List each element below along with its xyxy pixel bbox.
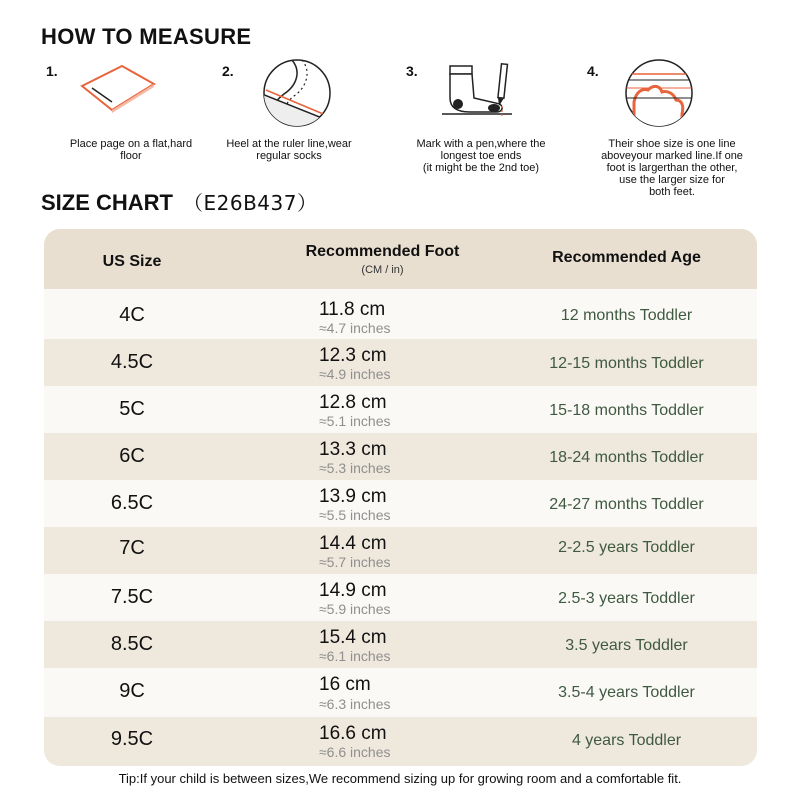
us-size-cell: 4C — [119, 304, 145, 326]
foot-inch-cell: ≈6.6 inches — [319, 744, 391, 760]
heel-on-ruler-icon — [262, 58, 332, 128]
foot-cm-cell: 14.9 cm — [319, 580, 387, 601]
table-row — [44, 621, 757, 668]
toe-over-lines-icon — [624, 58, 694, 128]
foot-cm-cell: 16 cm — [319, 674, 371, 695]
step-number: 2. — [222, 63, 234, 79]
foot-inch-cell: ≈4.7 inches — [319, 320, 391, 336]
us-size-cell: 6C — [119, 445, 145, 467]
step-number: 3. — [406, 63, 418, 79]
foot-cm-cell: 12.3 cm — [319, 345, 387, 366]
step-number: 1. — [46, 63, 58, 79]
table-row — [44, 668, 757, 717]
table-row — [44, 339, 757, 386]
foot-cm-cell: 13.9 cm — [319, 486, 387, 507]
age-cell: 15-18 months Toddler — [549, 402, 704, 419]
foot-inch-cell: ≈5.5 inches — [319, 507, 391, 523]
foot-cm-cell: 12.8 cm — [319, 392, 387, 413]
header-foot-unit: (CM / in) — [361, 264, 404, 276]
age-cell: 12-15 months Toddler — [549, 355, 704, 372]
foot-inch-cell: ≈5.9 inches — [319, 601, 391, 617]
foot-inch-cell: ≈4.9 inches — [319, 366, 391, 382]
us-size-cell: 7.5C — [110, 586, 154, 608]
table-row — [44, 527, 757, 574]
us-size-cell: 5C — [119, 398, 145, 420]
paper-sheet-icon — [78, 62, 158, 120]
us-size-cell: 8.5C — [110, 633, 154, 655]
step-instruction: Mark with a pen,where the longest toe ends (it might be the 2nd toe) — [416, 138, 546, 174]
how-to-measure-title: HOW TO MEASURE — [41, 24, 252, 49]
age-cell: 3.5 years Toddler — [565, 637, 688, 654]
table-header — [44, 229, 757, 289]
foot-inch-cell: ≈6.3 inches — [319, 696, 391, 712]
step-instruction: Heel at the ruler line,wear regular socks — [226, 138, 352, 162]
size-chart-heading: SIZE CHART — [41, 190, 173, 215]
table-row — [44, 289, 757, 339]
foot-inch-cell: ≈5.7 inches — [319, 554, 391, 570]
header-recommended-age: Recommended Age — [552, 249, 701, 266]
us-size-cell: 9C — [119, 680, 145, 702]
step-number: 4. — [587, 63, 599, 79]
foot-cm-cell: 11.8 cm — [319, 299, 386, 320]
age-cell: 18-24 months Toddler — [549, 449, 704, 466]
size-table — [44, 229, 757, 766]
age-cell: 3.5-4 years Toddler — [558, 684, 695, 701]
header-foot-label: Recommended Foot — [305, 243, 460, 260]
age-cell: 2.5-3 years Toddler — [558, 590, 695, 607]
us-size-cell: 7C — [119, 537, 145, 559]
table-row — [44, 386, 757, 433]
us-size-cell: 4.5C — [110, 351, 154, 373]
sock-and-pen-icon — [438, 58, 518, 118]
foot-cm-cell: 13.3 cm — [319, 439, 387, 460]
sizing-tip: Tip:If your child is between sizes,We recommend sizing up for growing room and a comfortable fit. — [118, 771, 682, 786]
header-recommended-foot — [264, 243, 501, 276]
age-cell: 12 months Toddler — [560, 307, 693, 324]
step-instruction: Their shoe size is one line aboveyour marked line.If one foot is largerthan the other, use the larger size for both feet. — [601, 138, 743, 198]
foot-inch-cell: ≈5.3 inches — [319, 460, 391, 476]
model-number: （E26B437） — [183, 191, 318, 215]
table-row — [44, 574, 757, 621]
header-us-size: US Size — [102, 253, 162, 270]
age-cell: 4 years Toddler — [571, 732, 682, 749]
foot-cm-cell: 14.4 cm — [319, 533, 387, 554]
age-cell: 24-27 months Toddler — [549, 496, 704, 513]
step-instruction: Place page on a flat,hard floor — [69, 138, 193, 162]
foot-cm-cell: 16.6 cm — [319, 723, 387, 744]
us-size-cell: 9.5C — [110, 728, 154, 750]
size-chart-title — [41, 187, 317, 216]
table-row — [44, 433, 757, 480]
foot-inch-cell: ≈5.1 inches — [319, 413, 391, 429]
foot-cm-cell: 15.4 cm — [319, 627, 387, 648]
age-cell: 2-2.5 years Toddler — [558, 539, 695, 556]
table-row — [44, 480, 757, 527]
table-row — [44, 717, 757, 766]
us-size-cell: 6.5C — [110, 492, 154, 514]
foot-inch-cell: ≈6.1 inches — [319, 648, 391, 664]
